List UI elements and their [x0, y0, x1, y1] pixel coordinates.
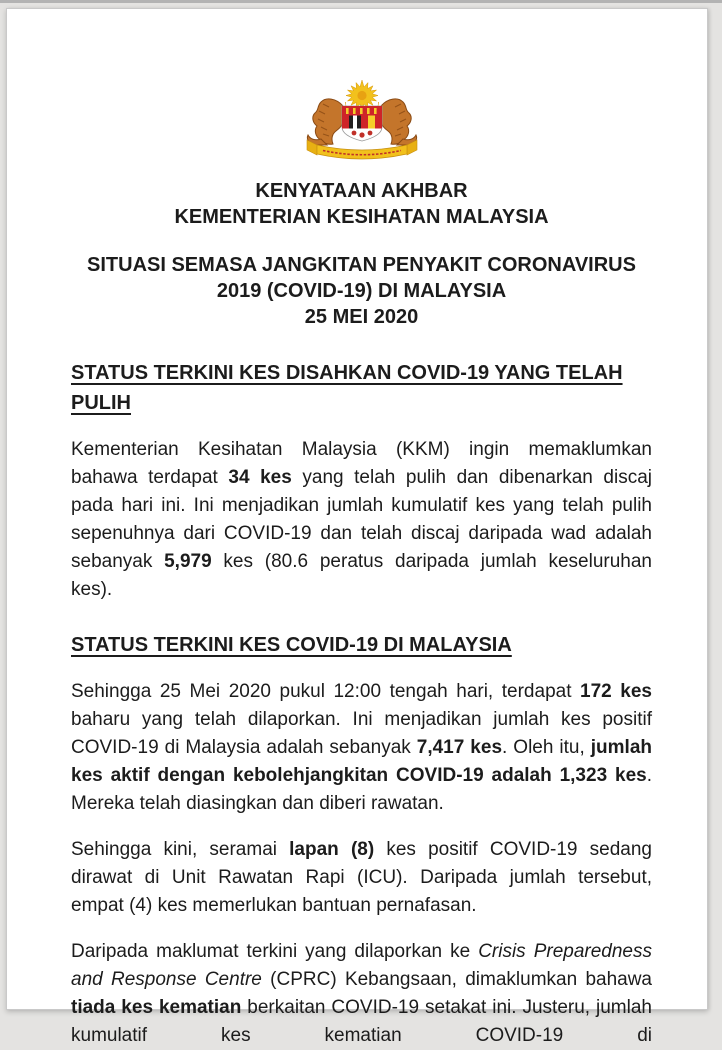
document-page	[6, 8, 708, 1046]
document-title-line1: SITUASI SEMASA JANGKITAN PENYAKIT CORONAVIRUS	[87, 254, 636, 276]
document-content	[7, 79, 707, 1050]
paragraph-icu-cases: Sehingga kini, seramai lapan (8) kes positif COVID-19 sedang dirawat di Unit Rawatan Rapi (ICU). Daripada jumlah tersebut, empat (4) kes memerlukan bantuan pernafasan.	[71, 839, 652, 916]
ministry-name: KEMENTERIAN KESIHATAN MALAYSIA	[174, 206, 549, 228]
paragraph-new-cases: Sehingga 25 Mei 2020 pukul 12:00 tengah hari, terdapat 172 kes baharu yang telah dilaporkan. Ini menjadikan jumlah kes positif COVID-19 di Malaysia adalah sebanyak 7,417 kes. Oleh itu, jumlah kes aktif dengan kebolehjangkitan COVID-19 adalah 1,323 kes. Mereka telah diasingkan dan diberi rawatan.	[71, 681, 652, 814]
press-statement-label: KENYATAAN AKHBAR	[255, 180, 468, 202]
document-header	[71, 178, 652, 230]
photo-top-edge	[0, 0, 722, 3]
paragraph-deaths: Daripada maklumat terkini yang dilaporkan ke Crisis Preparedness and Response Centre (CPRC) Kebangsaan, dimaklumkan bahawa tiada kes kematian berkaitan COVID-19 setakat ini. Justeru, jumlah kumulatif kes kematian COVID-19 di	[71, 941, 652, 1046]
document-title	[71, 252, 652, 330]
section-heading-current-status: STATUS TERKINI KES COVID-19 DI MALAYSIA	[71, 634, 512, 656]
malaysia-coat-of-arms-icon	[293, 79, 431, 168]
section-heading-recovered-cases: STATUS TERKINI KES DISAHKAN COVID-19 YANG TELAH PULIH	[71, 362, 623, 414]
document-date: 25 MEI 2020	[304, 306, 419, 328]
paragraph-recovered-cases: Kementerian Kesihatan Malaysia (KKM) ingin memaklumkan bahawa terdapat 34 kes yang telah pulih dan dibenarkan discaj pada hari ini. Ini menjadikan jumlah kumulatif kes yang telah pulih sepenuhnya dari COVID-19 dan telah discaj daripada wad adalah sebanyak 5,979 kes (80.6 peratus daripada jumlah keseluruhan kes).	[71, 439, 653, 600]
document-title-line2: 2019 (COVID-19) DI MALAYSIA	[216, 280, 507, 302]
